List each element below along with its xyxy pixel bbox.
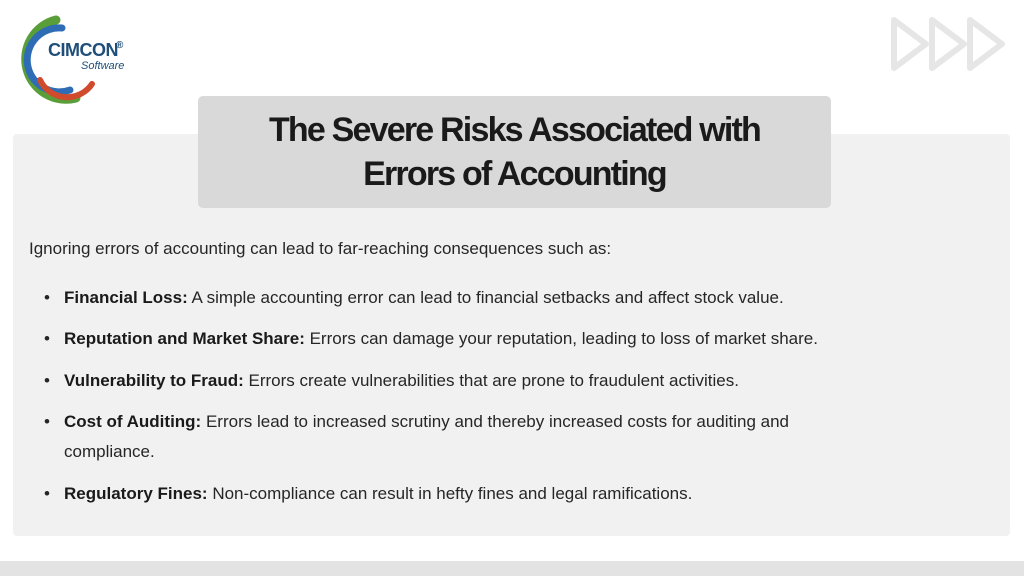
- title-box: [198, 96, 831, 208]
- item-text: Non-compliance can result in hefty fines and legal ramifications.: [207, 484, 693, 503]
- cimcon-logo: [12, 14, 134, 106]
- item-text: Errors create vulnerabilities that are prone to fraudulent activities.: [243, 371, 739, 390]
- page-title-line-1: The Severe Risks Associated with: [268, 111, 761, 149]
- item-text: A simple accounting error can lead to financial setbacks and affect stock value.: [187, 288, 784, 307]
- bottom-bar: [0, 561, 1024, 576]
- item-term: Vulnerability to Fraud:: [64, 371, 244, 390]
- list-item: [43, 283, 784, 313]
- triple-arrow-icon: [888, 14, 1012, 74]
- list-item: [43, 324, 818, 354]
- page-title-line-2: Errors of Accounting: [363, 155, 666, 193]
- bullet-icon: •: [44, 484, 50, 503]
- item-term: Cost of Auditing:: [64, 412, 202, 431]
- bullet-icon: •: [44, 288, 50, 307]
- item-text: Errors can damage your reputation, leading to loss of market share.: [304, 329, 818, 348]
- bullet-icon: •: [44, 412, 50, 431]
- list-item: [43, 366, 739, 396]
- logo-registered-mark: ®: [116, 40, 124, 51]
- intro-text: Ignoring errors of accounting can lead to far-reaching consequences such as:: [29, 239, 612, 258]
- item-text: Errors lead to increased scrutiny and thereby increased costs for auditing and compliance.: [64, 412, 789, 461]
- list-item: [43, 407, 884, 467]
- item-term: Regulatory Fines:: [64, 484, 208, 503]
- list-item: [43, 479, 692, 509]
- item-term: Financial Loss:: [64, 288, 188, 307]
- bullet-icon: •: [44, 371, 50, 390]
- logo-subtitle: Software: [81, 60, 125, 72]
- item-term: Reputation and Market Share:: [64, 329, 305, 348]
- bullet-icon: •: [44, 329, 50, 348]
- logo-name: CIMCON: [48, 40, 118, 60]
